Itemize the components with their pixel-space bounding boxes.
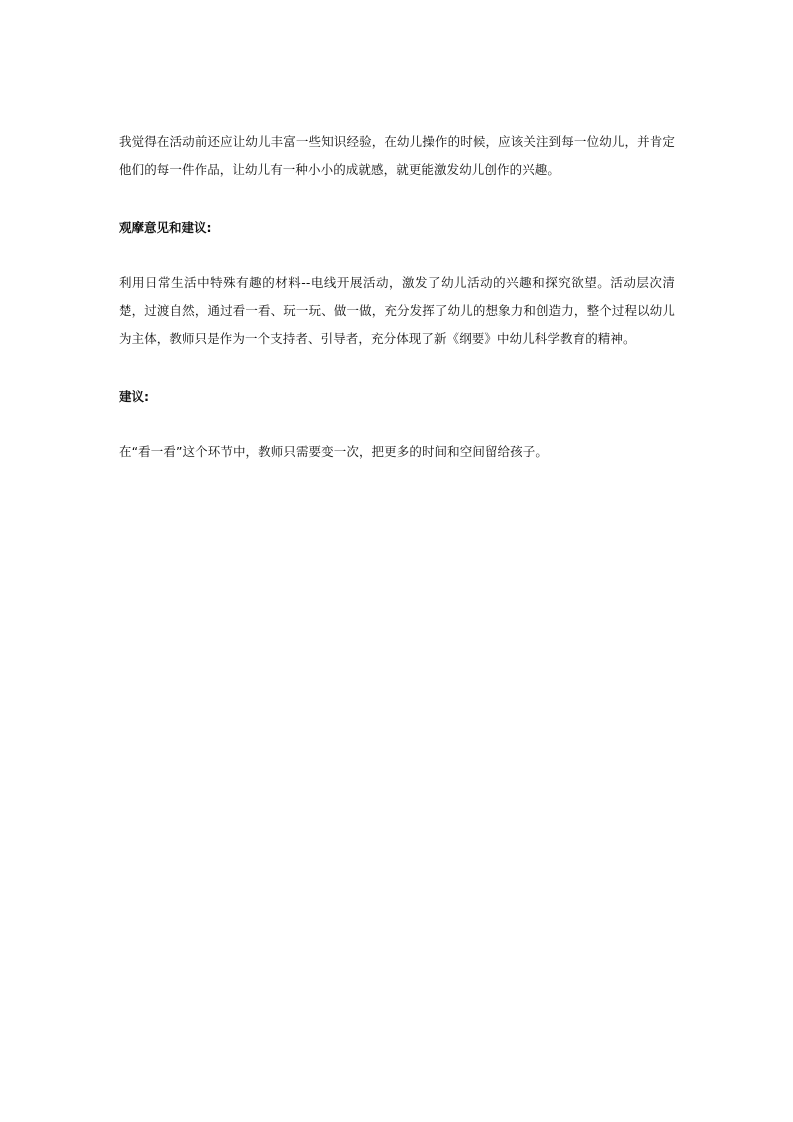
observation-paragraph: 利用日常生活中特殊有趣的材料--电线开展活动，激发了幼儿活动的兴趣和探究欲望。活动层次清楚，过渡自然，通过看一看、玩一玩、做一做，充分发挥了幼儿的想象力和创造力，整个过程以幼儿为主体，教师只是作为一个支持者、引导者，充分体现了新《纲要》中幼儿科学教育的精神。 [119, 275, 675, 346]
suggestion-paragraph: 在“看一看”这个环节中，教师只需要变一次，把更多的时间和空间留给孩子。 [119, 444, 548, 459]
spacer [119, 184, 675, 214]
observation-heading: 观摩意见和建议: [119, 220, 212, 235]
reflection-paragraph: 我觉得在活动前还应让幼儿丰富一些知识经验，在幼儿操作的时候，应该关注到每一位幼儿，并肯定他们的每一件作品，让幼儿有一种小小的成就感，就更能激发幼儿创作的兴趣。 [119, 134, 675, 177]
spacer [119, 411, 675, 438]
spacer [119, 242, 675, 269]
suggestion-heading: 建议: [119, 389, 149, 404]
document-body [119, 128, 675, 466]
spacer [119, 353, 675, 383]
